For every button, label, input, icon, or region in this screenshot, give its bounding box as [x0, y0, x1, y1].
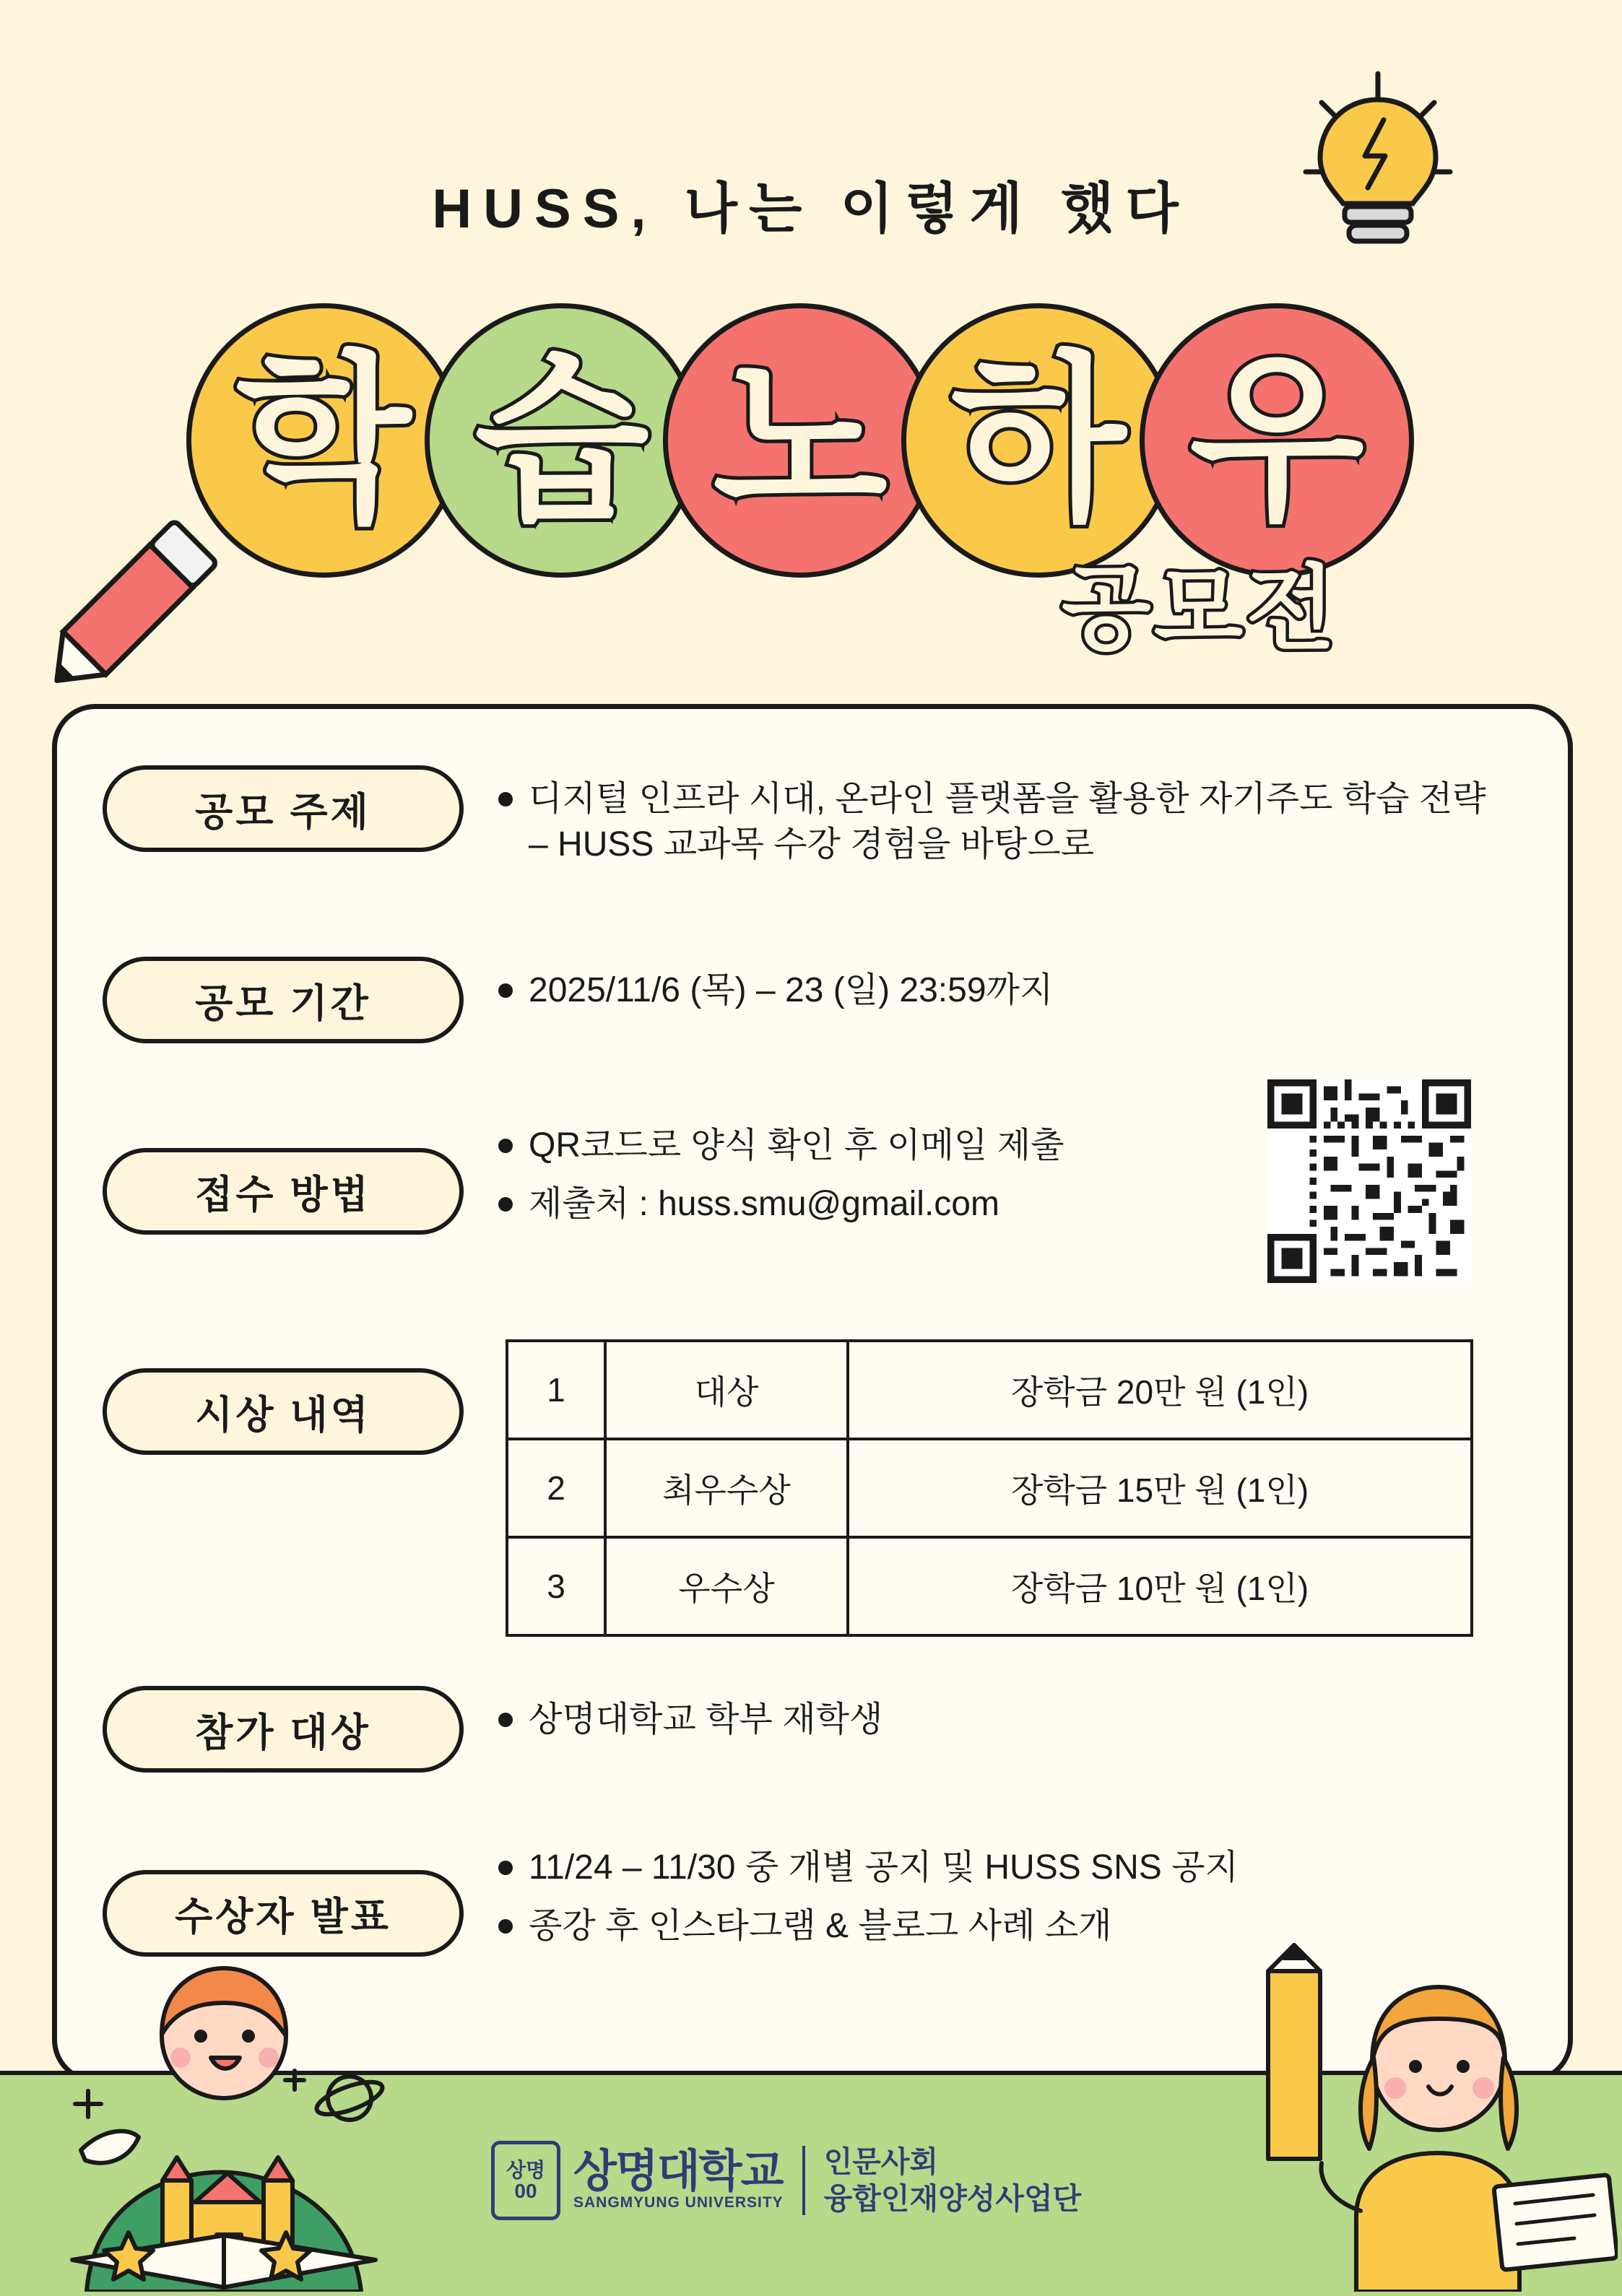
university-name-block — [573, 2149, 784, 2212]
award-no: 3 — [507, 1537, 605, 1635]
title-char-3: 노 — [713, 339, 888, 541]
label-announcement-text: 수상자 발표 — [175, 1895, 391, 1939]
lightbulb-icon — [1293, 65, 1466, 253]
label-period — [103, 957, 464, 1043]
table-row — [507, 1341, 1472, 1439]
bullet-dot-icon — [498, 1919, 513, 1934]
submission-bullets — [498, 1123, 1242, 1230]
department-line-2: 융합인재양성사업단 — [823, 2182, 1082, 2215]
department-name — [824, 2144, 1081, 2218]
award-prize: 장학금 10만 원 (1인) — [848, 1537, 1472, 1635]
table-row — [507, 1439, 1472, 1537]
award-name: 우수상 — [605, 1537, 848, 1635]
period-text: 2025/11/6 (목) – 23 (일) 23:59까지 — [529, 971, 1054, 1009]
page-title: HUSS, 나는 이렇게 했다 — [432, 178, 1190, 240]
label-awards — [103, 1368, 464, 1455]
bullet-dot-icon — [498, 983, 513, 998]
footer-logo — [491, 2141, 1081, 2220]
list-item — [498, 1181, 1242, 1227]
logo-divider — [802, 2146, 805, 2215]
poster-subtitle: 공모전 — [1062, 557, 1338, 661]
bullet-dot-icon — [498, 1861, 513, 1875]
list-item — [498, 1123, 1242, 1168]
label-awards-text: 시상 내역 — [195, 1393, 371, 1437]
eligibility-text: 상명대학교 학부 재학생 — [529, 1700, 883, 1739]
bullet-dot-icon — [498, 792, 513, 806]
announcement-text-2: 종강 후 인스타그램 & 블로그 사례 소개 — [529, 1907, 1112, 1946]
table-row — [507, 1537, 1472, 1635]
mark-top: 상명 — [506, 2158, 546, 2181]
list-item — [498, 1845, 1502, 1890]
award-name: 최우수상 — [605, 1439, 848, 1537]
award-name: 대상 — [605, 1341, 848, 1439]
award-no: 1 — [507, 1341, 605, 1439]
label-topic-text: 공모 주제 — [195, 790, 371, 834]
submission-email-text: 제출처 : huss.smu@gmail.com — [529, 1185, 999, 1224]
pencil-icon — [22, 505, 231, 715]
university-name-kr: 상명대학교 — [573, 2147, 783, 2196]
kid-reading-illustration — [43, 1949, 419, 2292]
announcement-text-1: 11/24 – 11/30 중 개별 공지 및 HUSS SNS 공지 — [529, 1848, 1239, 1887]
title-char-2: 습 — [474, 339, 649, 541]
title-char-1: 학 — [236, 339, 411, 541]
university-mark-icon — [491, 2141, 560, 2220]
award-no: 2 — [507, 1439, 605, 1537]
title-char-4: 하 — [951, 339, 1126, 541]
label-eligibility — [103, 1686, 464, 1773]
topic-text: 디지털 인프라 시대, 온라인 플랫폼을 활용한 자기주도 학습 전략 – HUSS 교과목 수강 경험을 바탕으로 — [529, 780, 1486, 864]
award-prize: 장학금 15만 원 (1인) — [848, 1439, 1472, 1537]
list-item — [498, 967, 1502, 1013]
bullet-dot-icon — [498, 1139, 513, 1153]
award-prize: 장학금 20만 원 (1인) — [848, 1341, 1472, 1439]
announcement-bullets — [498, 1845, 1502, 1952]
label-submission — [103, 1148, 464, 1235]
label-topic — [103, 765, 464, 852]
label-submission-text: 접수 방법 — [195, 1173, 371, 1217]
title-char-5: 우 — [1189, 339, 1364, 541]
award-table — [506, 1339, 1473, 1637]
label-period-text: 공모 기간 — [195, 981, 371, 1025]
qr-code-icon[interactable] — [1267, 1079, 1471, 1283]
kid-writing-illustration — [1184, 1942, 1618, 2292]
submission-method-text: QR코드로 양식 확인 후 이메일 제출 — [529, 1126, 1064, 1165]
list-item — [498, 1697, 1502, 1742]
bullet-dot-icon — [498, 1197, 513, 1212]
list-item — [498, 776, 1502, 868]
mark-bottom: 00 — [514, 2180, 537, 2202]
topic-bullets — [498, 776, 1502, 871]
label-eligibility-text: 참가 대상 — [195, 1710, 371, 1754]
eligibility-bullets — [498, 1697, 1502, 1745]
university-name-en: SANGMYUNG UNIVERSITY — [573, 2194, 784, 2211]
period-bullets — [498, 967, 1502, 1016]
bullet-dot-icon — [498, 1713, 513, 1727]
department-line-1: 인문사회 — [823, 2144, 939, 2178]
label-announcement — [103, 1870, 464, 1957]
